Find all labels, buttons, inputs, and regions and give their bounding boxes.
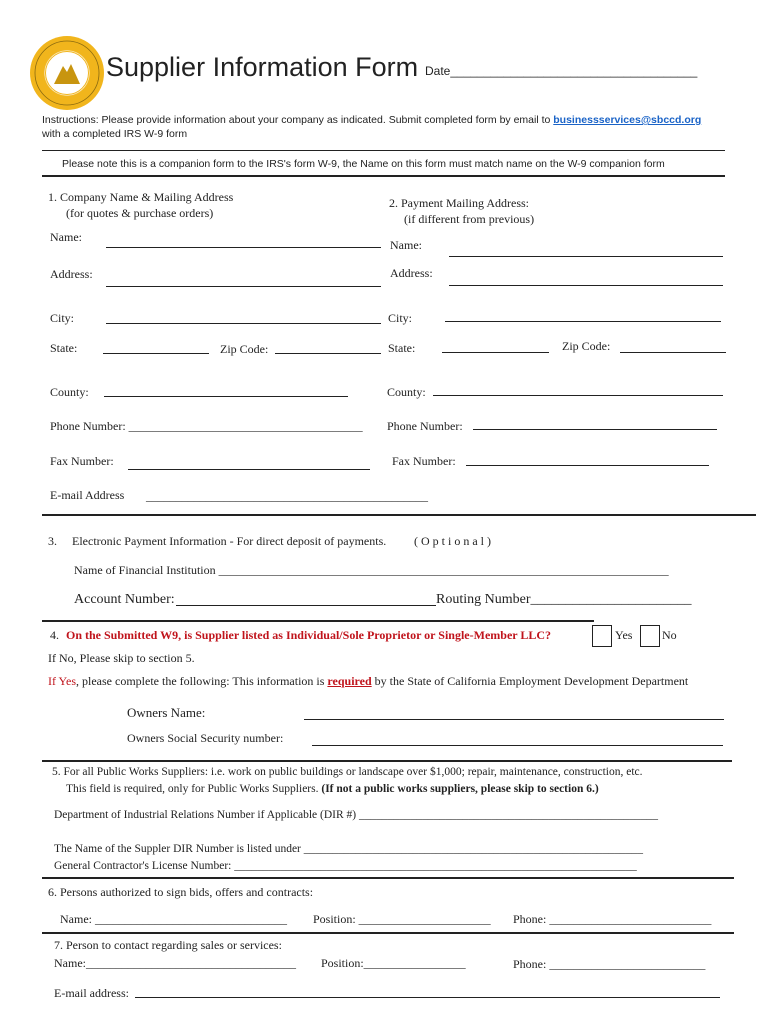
section1-name-label: Name: <box>50 230 82 244</box>
account-number-field[interactable] <box>176 605 436 606</box>
district-seal-logo <box>30 36 104 110</box>
section1-subheading: (for quotes & purchase orders) <box>66 206 214 220</box>
section2-city-label: City: <box>388 311 413 325</box>
section2-county-label: County: <box>387 385 426 399</box>
routing-number-label[interactable]: Routing Number_______________________ <box>436 592 692 607</box>
section2-state-label: State: <box>388 341 416 355</box>
section2-name-field[interactable] <box>449 256 723 257</box>
section1-city-label: City: <box>50 311 75 325</box>
section2-state-field[interactable] <box>442 352 549 353</box>
section2-heading: 2. Payment Mailing Address: <box>389 196 529 210</box>
divider <box>42 150 725 151</box>
section7-position-field[interactable]: Position:_________________ <box>321 956 466 970</box>
section1-state-label: State: <box>50 341 78 355</box>
section1-address-field[interactable] <box>106 286 381 287</box>
contact-email-link[interactable]: businessservices@sbccd.org <box>553 114 702 126</box>
section2-phone-field[interactable] <box>473 429 717 430</box>
yes-checkbox[interactable] <box>592 625 612 647</box>
no-checkbox[interactable] <box>640 625 660 647</box>
divider <box>42 620 594 622</box>
owners-ssn-field[interactable] <box>312 745 723 746</box>
section7-phone-field[interactable]: Phone: __________________________ <box>513 957 706 971</box>
section1-phone-label[interactable]: Phone Number: _______________________________________ <box>50 419 363 433</box>
section7-name-field[interactable]: Name:___________________________________ <box>54 956 296 970</box>
instructions-text: Instructions: Please provide information about your company as indicated. Submit completed form by email to businessservices@sbccd.org <box>42 114 702 126</box>
section4-skip-note: If No, Please skip to section 5. <box>48 651 195 665</box>
no-label: No <box>662 628 677 642</box>
section7-email-label: E-mail address: <box>54 986 129 1000</box>
section2-subheading: (if different from previous) <box>404 212 535 226</box>
account-number-label: Account Number: <box>74 592 175 607</box>
section3-number: 3. <box>48 534 57 548</box>
section1-fax-field[interactable] <box>128 469 370 470</box>
section5-heading: 5. For all Public Works Suppliers: i.e. work on public buildings or landscape over $1,000; repair, maintenance, construction, etc. <box>52 766 643 778</box>
owners-name-label: Owners Name: <box>127 705 206 720</box>
section2-phone-label: Phone Number: <box>387 419 463 433</box>
yes-label: Yes <box>615 628 633 642</box>
section4-question: On the Submitted W9, is Supplier listed as Individual/Sole Proprietor or Single-Member LLC? <box>66 628 552 642</box>
section6-heading: 6. Persons authorized to sign bids, offers and contracts: <box>48 885 314 899</box>
divider <box>42 175 725 177</box>
supplier-dir-field[interactable]: The Name of the Suppler DIR Number is listed under ___________________________________________________________ <box>54 843 643 855</box>
dir-number-field[interactable]: Department of Industrial Relations Number if Applicable (DIR #) ____________________________________________________ <box>54 809 658 821</box>
section2-city-field[interactable] <box>445 321 721 322</box>
section2-address-field[interactable] <box>449 285 723 286</box>
section1-state-field[interactable] <box>103 353 209 354</box>
section1-county-field[interactable] <box>104 396 348 397</box>
section1-zip-label: Zip Code: <box>220 342 269 356</box>
section7-email-field[interactable] <box>135 997 720 998</box>
section1-county-label: County: <box>50 385 89 399</box>
section6-phone-field[interactable]: Phone: ___________________________ <box>513 912 712 926</box>
section1-email-label: E-mail Address <box>50 488 125 502</box>
divider <box>42 877 734 879</box>
section1-fax-label: Fax Number: <box>50 454 114 468</box>
financial-institution-field[interactable]: Name of Financial Institution ___________________________________________________________________________ <box>74 563 669 577</box>
date-label: Date_____________________________________ <box>425 64 698 78</box>
section3-optional: ( O p t i o n a l ) <box>414 534 491 548</box>
section1-heading: 1. Company Name & Mailing Address <box>48 190 234 204</box>
section2-name-label: Name: <box>390 238 422 252</box>
section2-zip-field[interactable] <box>620 352 726 353</box>
section5-required-note: This field is required, only for Public Works Suppliers. (If not a public works suppliers, please skip to section 6.) <box>66 783 599 795</box>
section7-heading: 7. Person to contact regarding sales or services: <box>54 938 282 952</box>
owners-name-field[interactable] <box>304 719 724 720</box>
section1-address-label: Address: <box>50 267 93 281</box>
section2-zip-label: Zip Code: <box>562 339 611 353</box>
divider <box>42 760 732 762</box>
section1-city-field[interactable] <box>106 323 381 324</box>
section2-county-field[interactable] <box>433 395 723 396</box>
divider <box>42 514 756 516</box>
section2-fax-label: Fax Number: <box>392 454 456 468</box>
section1-name-field[interactable] <box>106 247 381 248</box>
section4-number: 4. <box>50 628 59 642</box>
section6-position-field[interactable]: Position: ______________________ <box>313 912 491 926</box>
w9-note: Please note this is a companion form to the IRS's form W-9, the Name on this form must match name on the W-9 companion form <box>62 158 665 170</box>
section3-heading: Electronic Payment Information - For direct deposit of payments. <box>72 534 387 548</box>
section1-zip-field[interactable] <box>275 353 381 354</box>
section4-instruction: If Yes, please complete the following: This information is required by the State of California Employment Development Department <box>48 674 689 688</box>
contractor-license-field[interactable]: General Contractor's License Number: ______________________________________________________________________ <box>54 860 637 872</box>
section6-name-field[interactable]: Name: ________________________________ <box>60 912 287 926</box>
page-title: Supplier Information Form <box>106 52 419 82</box>
seal-mountain-icon <box>30 36 104 110</box>
section2-address-label: Address: <box>390 266 433 280</box>
section2-fax-field[interactable] <box>466 465 709 466</box>
divider <box>42 932 734 934</box>
section1-email-field[interactable]: _______________________________________________ <box>146 489 428 503</box>
instructions-text-2: with a completed IRS W-9 form <box>42 128 188 140</box>
owners-ssn-label: Owners Social Security number: <box>127 731 284 745</box>
